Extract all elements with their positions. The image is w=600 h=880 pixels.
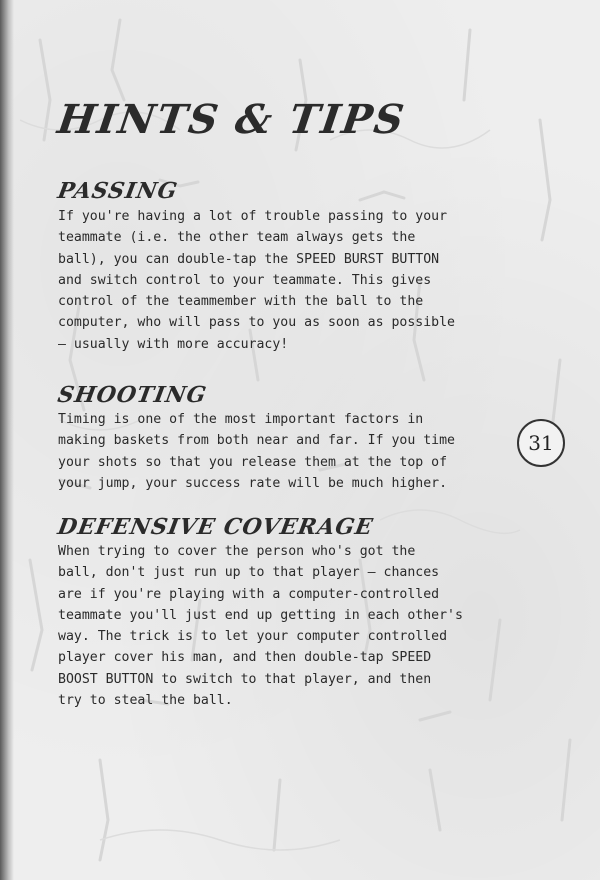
section-body-defensive-coverage: When trying to cover the person who's got the ball, don't just run up to that player — chances are if you're playing with a computer-controlled teammate you'll just end up getting in each other's way. The trick is to let your computer controlled player cover his man, and then double-tap SPEED BOOST BUTTON to switch to that player, and then try to steal the ball. — [58, 544, 463, 709]
page-number-badge: 31 — [517, 419, 565, 467]
page-title: HINTS & TIPS — [54, 96, 409, 143]
section-heading-defensive-coverage: DEFENSIVE COVERAGE — [55, 514, 376, 540]
section-body-shooting: Timing is one of the most important factors in making baskets from both near and far. If you time your shots so that you release them at the top of your jump, your success rate will be much higher. — [58, 412, 455, 491]
section-body-passing: If you're having a lot of trouble passing to your teammate (i.e. the other team always gets the ball), you can double-tap the SPEED BURST BUTTON and switch control to your teammate. This gives control of the teammember with the ball to the computer, who will pass to you as soon as possible — usually with more accuracy! — [58, 209, 455, 352]
section-heading-shooting: SHOOTING — [55, 382, 209, 408]
section-heading-passing: PASSING — [55, 178, 180, 204]
